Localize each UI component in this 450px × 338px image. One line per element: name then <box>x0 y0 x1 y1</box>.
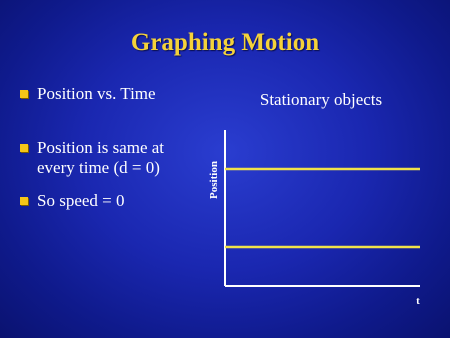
bullet-square-icon <box>20 90 28 98</box>
bullet-text: So speed = 0 <box>37 191 125 210</box>
bullet-item <box>20 138 200 178</box>
slide-title: Graphing Motion <box>130 29 320 56</box>
x-axis-label: t <box>416 295 420 307</box>
bullet-square-icon <box>20 144 28 152</box>
bullet-item <box>20 191 200 211</box>
bullet-list <box>20 84 200 211</box>
position-time-graph <box>200 110 430 315</box>
bullet-text: Position is same at every time (d = 0) <box>37 138 165 177</box>
y-axis-label: Position <box>208 161 220 199</box>
bullet-text: Position vs. Time <box>37 84 156 103</box>
bullet-square-icon <box>20 197 28 205</box>
series-group <box>225 169 420 247</box>
chart-subtitle: Stationary objects <box>259 90 383 109</box>
bullet-item <box>20 84 200 104</box>
